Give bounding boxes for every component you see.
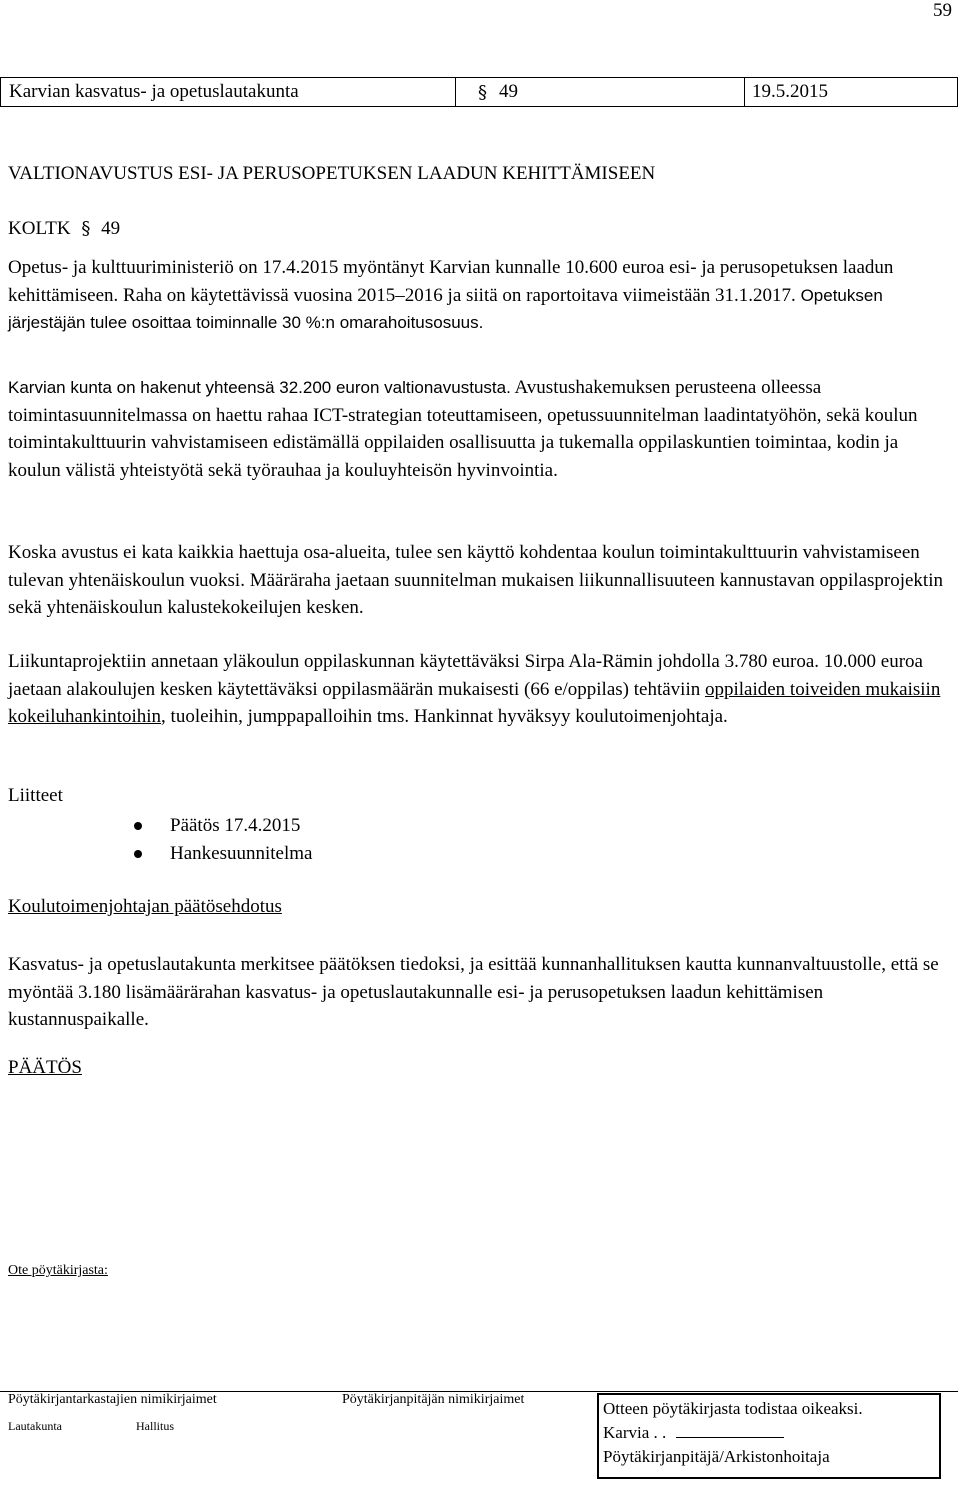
list-item xyxy=(134,812,312,840)
attachments-list xyxy=(134,812,312,868)
footer-hallitus: Hallitus xyxy=(136,1419,174,1433)
paragraph-application-main: Avustushakemuksen perusteena olleessa toimintasuunnitelmassa on haettu rahaa ICT-strategian toteuttamiseen, opetussuunnitelman laadintatyöhön, sekä koulun toimintakulttuurin vahvistamiseen edistämällä oppilaiden osallisuutta ja tukemalla oppilaskuntien toimintaa, kodin ja koulun välistä yhteistyötä sekä työrauhaa ja kouluyhteisön hyvinvointia. xyxy=(8,377,918,481)
bullet-icon xyxy=(134,850,142,858)
paragraph-application xyxy=(8,374,953,484)
certification-line-2 xyxy=(603,1421,935,1445)
attachments-heading: Liitteet xyxy=(8,785,63,806)
koltk-reference xyxy=(8,215,953,243)
certification-place-date: Karvia . . xyxy=(603,1423,667,1442)
attachment-label: Päätös 17.4.2015 xyxy=(170,815,301,836)
section-cell xyxy=(456,78,745,106)
paragraph-allocation: Koska avustus ei kata kaikkia haettuja osa-alueita, tulee sen käyttö kohdentaa koulun toimintakulttuurin vahvistamiseen tulevan yhtenäiskoulun vuoksi. Määräraha jaetaan suunnitelman mukaisen liikunnallisuuteen kannustavan oppilasprojektin sekä yhtenäiskoulun kalustekokeilujen kesken. xyxy=(8,542,943,618)
paragraph-projects-before: Liikuntaprojektiin annetaan yläkoulun oppilaskunnan käytettäväksi Sirpa Ala-Rämin johdolla 3.780 euroa. 10.000 euroa jaetaan alakoulujen kesken käytettäväksi oppilasmäärän mukaisesti (66 e/oppilas) tehtäviin xyxy=(8,651,923,700)
paragraph-proposal: Kasvatus- ja opetuslautakunta merkitsee päätöksen tiedoksi, ja esittää kunnanhallituksen kautta kunnanvaltuustolle, että se myöntää 3.180 lisämäärärahan kasvatus- ja opetuslautakunnalle esi- ja perusopetuksen laadun kehittämisen kustannuspaikalle. xyxy=(8,954,939,1030)
paragraph-grant xyxy=(8,254,953,337)
paragraph-projects xyxy=(8,648,953,731)
certification-box xyxy=(597,1393,941,1479)
attachment-label: Hankesuunnitelma xyxy=(170,843,313,864)
certification-line-1: Otteen pöytäkirjasta todistaa oikeaksi. xyxy=(603,1399,863,1418)
koltk-section-symbol: § xyxy=(81,218,91,239)
committee-name: Karvian kasvatus- ja opetuslautakunta xyxy=(1,78,456,106)
section-number: 49 xyxy=(499,81,518,102)
decision-heading: PÄÄTÖS xyxy=(8,1057,82,1078)
footer-lautakunta: Lautakunta xyxy=(8,1419,62,1433)
paragraph-projects-after: , tuoleihin, jumppapalloihin tms. Hankinnat hyväksyy koulutoimenjohtaja. xyxy=(161,706,728,727)
paragraph-grant-main: Opetus- ja kulttuuriministeriö on 17.4.2015 myöntänyt Karvian kunnalle 10.600 euroa esi- ja perusopetuksen laadun kehittämiseen. Raha on käytettävissä vuosina 2015–2016 ja siitä on raportoitava viimeistään 31.1.2017. xyxy=(8,257,894,306)
meeting-header-table xyxy=(0,77,958,107)
extract-label: Ote pöytäkirjasta: xyxy=(8,1263,108,1278)
paragraph-application-total: Karvian kunta on hakenut yhteensä 32.200 euron valtionavustusta. xyxy=(8,378,511,397)
meeting-date: 19.5.2015 xyxy=(752,81,828,102)
bullet-icon xyxy=(134,822,142,830)
certification-line-3: Pöytäkirjanpitäjä/Arkistonhoitaja xyxy=(603,1447,830,1466)
koltk-label: KOLTK xyxy=(8,218,71,239)
signature-line xyxy=(676,1422,784,1438)
proposal-heading: Koulutoimenjohtajan päätösehdotus xyxy=(8,896,282,917)
footer-keeper-initials: Pöytäkirjanpitäjän nimikirjaimet xyxy=(342,1392,525,1407)
page-number: 59 xyxy=(933,0,952,21)
koltk-number: 49 xyxy=(101,218,121,239)
document-title: VALTIONAVUSTUS ESI- JA PERUSOPETUKSEN LAADUN KEHITTÄMISEEN xyxy=(8,163,656,184)
footer-signers-initials: Pöytäkirjantarkastajien nimikirjaimet xyxy=(8,1392,217,1407)
section-symbol: § xyxy=(478,81,487,103)
paragraph-grant-selffunding: Opetuksen järjestäjän tulee osoittaa toiminnalle 30 %:n omarahoitusosuus. xyxy=(8,285,883,332)
list-item xyxy=(134,840,312,868)
paragraph-projects-underlined: oppilaiden toiveiden mukaisiin kokeiluhankintoihin xyxy=(8,678,941,727)
